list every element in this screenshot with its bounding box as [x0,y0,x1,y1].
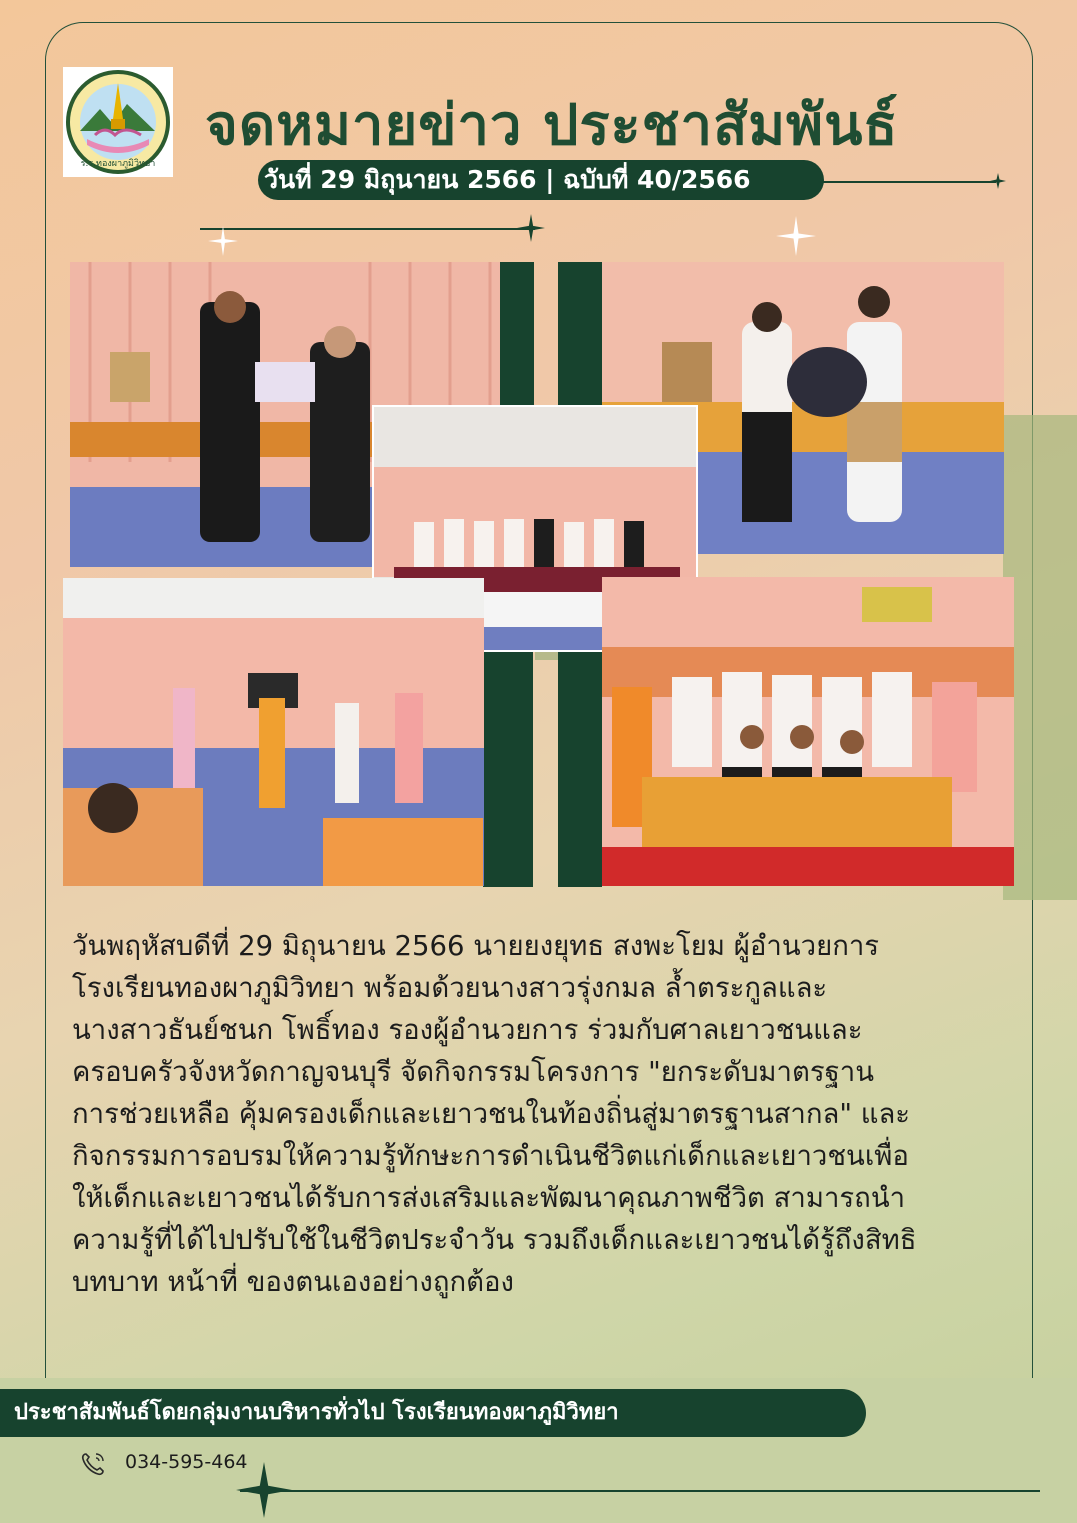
body-line: ให้เด็กและเยาวชนได้รับการส่งเสริมและพัฒนาคุณภาพชีวิต สามารถนำ [72,1182,906,1214]
body-line: นางสาวธันย์ชนก โพธิ์ทอง รองผู้อำนวยการ ร่วมกับศาลเยาวชนและ [72,1014,863,1046]
photo-activity-speaking [63,578,484,886]
decor-panel-right [1003,415,1077,900]
body-line: กิจกรรมการอบรมให้ความรู้ทักษะการดำเนินชีวิตแก่เด็กและเยาวชนเพื่อ [72,1140,909,1172]
footer-credit: ประชาสัมพันธ์โดยกลุ่มงานบริหารทั่วไป โรงเรียนทองผาภูมิวิทยา [0,1389,866,1437]
body-line: การช่วยเหลือ คุ้มครองเด็กและเยาวชนในท้องถิ่นสู่มาตรฐานสากล" และ [72,1098,911,1130]
sparkle-icon [517,214,545,242]
school-logo [63,67,173,177]
phone-number: 034-595-464 [125,1451,248,1473]
newsletter-title: จดหมายข่าว ประชาสัมพันธ์ [205,93,899,158]
white-sparkle-icon [208,226,238,256]
photo-students-with-dolls [602,577,1014,886]
white-sparkle-icon [776,216,816,256]
article-body [72,925,1012,1303]
school-seal-icon [65,69,171,175]
header-rule-left [200,228,535,230]
header-rule-right [800,181,996,183]
body-line: วันพฤหัสบดีที่ 29 มิถุนายน 2566 นายยงยุทธ สงพะโยม ผู้อำนวยการ [72,930,880,962]
footer-rule [240,1490,1040,1492]
body-line: บทบาท หน้าที่ ของตนเองอย่างถูกต้อง [72,1266,514,1298]
issue-date-badge: วันที่ 29 มิถุนายน 2566 | ฉบับที่ 40/2566 [258,160,824,200]
sparkle-icon [236,1462,292,1518]
body-line: โรงเรียนทองผาภูมิวิทยา พร้อมด้วยนางสาวรุ่งกมล ล้ำตระกูลและ [72,972,828,1004]
phone-icon [78,1449,108,1479]
body-line: ความรู้ที่ได้ไปปรับใช้ในชีวิตประจำวัน รวมถึงเด็กและเยาวชนได้รู้ถึงสิทธิ [72,1224,917,1256]
logo-text: ร.ร.ทองผาภูมิวิทยา [80,159,156,169]
sparkle-icon [990,173,1006,189]
body-line: ครอบครัวจังหวัดกาญจนบุรี จัดกิจกรรมโครงการ "ยกระดับมาตรฐาน [72,1056,875,1088]
decor-bar [483,650,533,887]
